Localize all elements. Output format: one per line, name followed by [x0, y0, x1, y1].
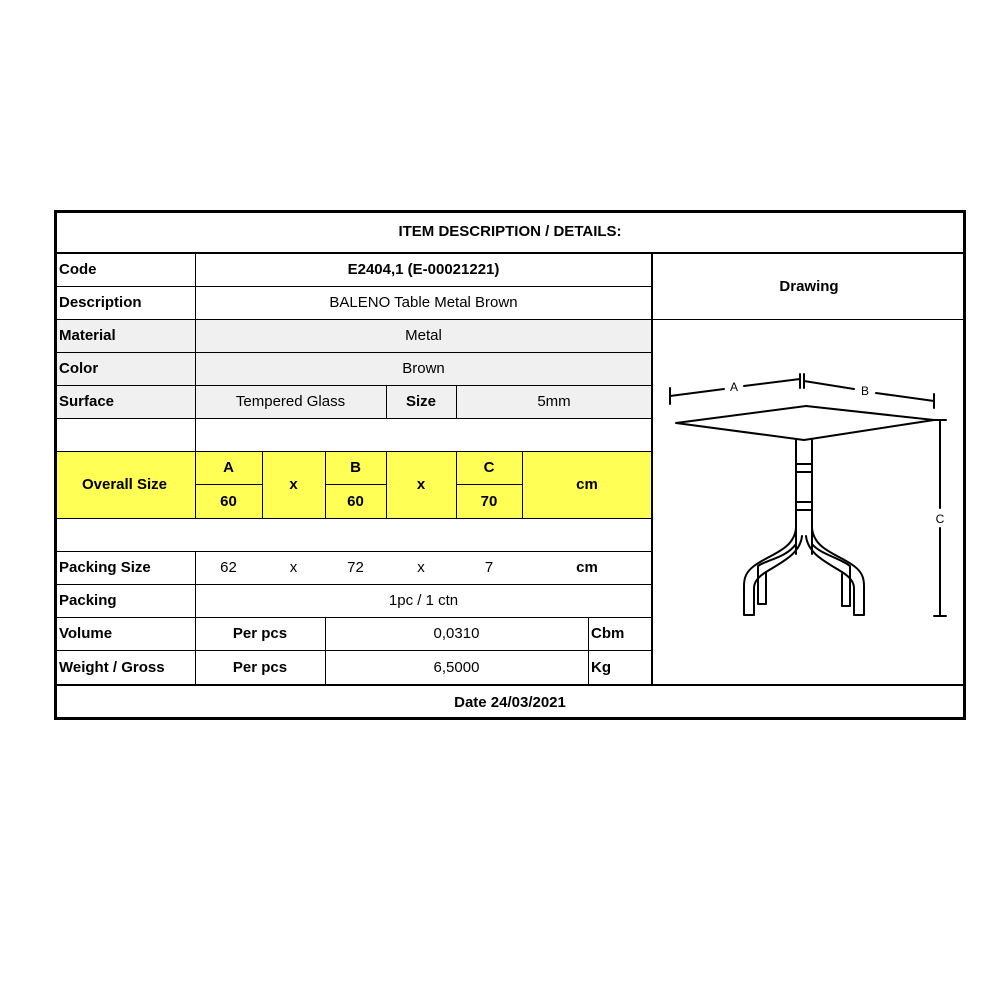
packing-label: Packing: [59, 592, 117, 609]
overall-a-value: 60: [195, 484, 262, 518]
divider: [54, 319, 966, 320]
packing-b-value: 72: [347, 559, 364, 576]
overall-unit: cm: [522, 451, 652, 518]
divider: [195, 551, 196, 684]
overall-b-label: B: [325, 451, 386, 484]
weight-label: Weight / Gross: [59, 658, 165, 676]
divider: [456, 484, 522, 485]
footer-date: Date 24/03/2021: [454, 694, 566, 711]
surface-value: Tempered Glass: [195, 385, 386, 418]
weight-per: Per pcs: [232, 658, 288, 676]
dimension-line: [804, 381, 854, 389]
dimension-a-label: A: [729, 380, 739, 394]
divider: [325, 617, 326, 684]
overall-x1: x: [262, 451, 325, 518]
packing-size-label: Packing Size: [59, 559, 151, 576]
packing-c-value: 7: [484, 559, 494, 576]
divider: [54, 551, 652, 552]
item-details-sheet: [54, 210, 966, 720]
volume-label: Volume: [59, 625, 113, 642]
divider: [195, 253, 196, 451]
size-value: 5mm: [456, 385, 652, 418]
dimension-line: [744, 379, 800, 386]
divider: [54, 252, 966, 254]
dimension-line: [876, 393, 934, 401]
divider: [54, 286, 652, 287]
divider: [325, 484, 386, 485]
color-label: Color: [54, 352, 195, 385]
overall-a-label: A: [195, 451, 262, 484]
packing-value: 1pc / 1 ctn: [388, 592, 459, 609]
table-leg: [806, 528, 864, 615]
divider: [54, 650, 652, 651]
divider: [195, 484, 262, 485]
volume-value: 0,0310: [433, 625, 480, 642]
packing-a-value: 62: [220, 559, 237, 576]
overall-b-value: 60: [325, 484, 386, 518]
divider: [54, 684, 966, 686]
divider: [54, 451, 652, 452]
divider: [456, 451, 457, 518]
divider: [386, 451, 387, 518]
divider: [456, 385, 457, 418]
description-label: Description: [59, 294, 142, 311]
table-leg: [744, 528, 802, 615]
divider: [54, 385, 652, 386]
overall-c-value: 70: [456, 484, 522, 518]
divider: [262, 451, 263, 518]
divider: [522, 451, 523, 518]
size-label: Size: [386, 385, 456, 418]
divider: [325, 451, 326, 518]
divider: [54, 352, 652, 353]
volume-unit: Cbm: [591, 625, 625, 642]
divider: [54, 418, 652, 419]
divider: [588, 617, 589, 684]
sheet-title: ITEM DESCRIPTION / DETAILS:: [398, 223, 622, 240]
description-value: BALENO Table Metal Brown: [329, 294, 518, 311]
overall-c-label: C: [456, 451, 522, 484]
dimension-line: [670, 389, 724, 396]
material-label: Material: [54, 319, 195, 352]
weight-value: 6,5000: [433, 658, 480, 676]
divider: [651, 253, 653, 685]
code-label: Code: [59, 261, 97, 278]
drawing-label: Drawing: [779, 277, 839, 295]
divider: [54, 518, 652, 519]
dimension-c-label: C: [935, 512, 945, 526]
surface-label: Surface: [54, 385, 195, 418]
volume-per: Per pcs: [232, 625, 288, 642]
packing-x1: x: [289, 559, 298, 576]
material-value: Metal: [195, 319, 652, 352]
weight-unit: Kg: [591, 658, 611, 676]
overall-size-label: Overall Size: [54, 451, 195, 518]
overall-x2: x: [386, 451, 456, 518]
packing-x2: x: [417, 559, 425, 576]
color-value: Brown: [195, 352, 652, 385]
divider: [54, 617, 652, 618]
table-top: [676, 406, 934, 440]
packing-unit: cm: [576, 559, 598, 576]
table-drawing: [654, 322, 954, 622]
code-value: E2404,1 (E-00021221): [347, 261, 500, 278]
dimension-b-label: B: [860, 384, 870, 398]
divider: [195, 451, 196, 518]
divider: [386, 385, 387, 418]
divider: [54, 584, 652, 585]
